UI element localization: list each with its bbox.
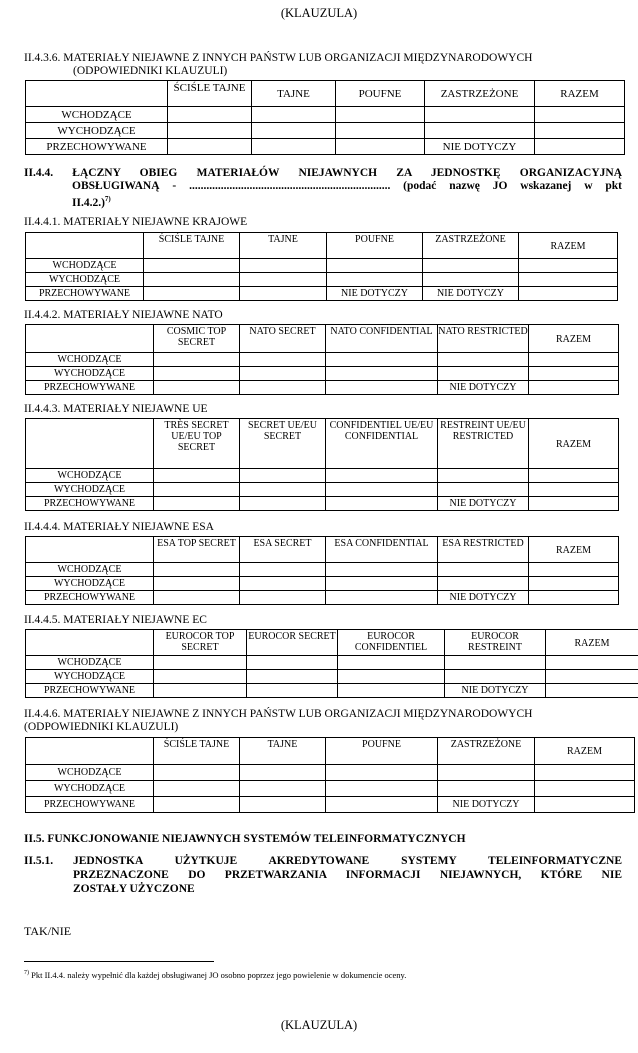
table-cell[interactable]: NIE DOTYCZY: [438, 797, 535, 813]
header-cell: RAZEM: [535, 738, 635, 765]
table-4: [25, 536, 619, 605]
table-cell[interactable]: [438, 469, 529, 483]
table-cell[interactable]: [546, 684, 638, 698]
header-cell: ESA RESTRICTED: [438, 537, 529, 563]
table-4-title: II.4.4.4. MATERIAŁY NIEJAWNE ESA: [24, 521, 214, 533]
table-cell[interactable]: [529, 353, 619, 367]
section-251-line3: ZOSTAŁY UŻYCZONE: [73, 883, 195, 895]
table-cell[interactable]: [168, 123, 252, 139]
header-cell: ŚCIŚLE TAJNE: [168, 81, 252, 107]
table-6: [25, 737, 635, 813]
table-cell[interactable]: [338, 684, 445, 698]
table-cell[interactable]: [154, 656, 247, 670]
table-cell[interactable]: [445, 670, 546, 684]
table-2: [25, 324, 619, 395]
section-2436-title: II.4.3.6. MATERIAŁY NIEJAWNE Z INNYCH PAŃSTW LUB ORGANIZACJI MIĘDZYNARODOWYCH: [24, 52, 533, 64]
header-cell: RAZEM: [519, 233, 618, 259]
table-cell[interactable]: [425, 123, 535, 139]
table-2-title: II.4.4.2. MATERIAŁY NIEJAWNE NATO: [24, 309, 223, 321]
table-row: [26, 684, 638, 698]
table-row: [26, 765, 635, 781]
header-cell: TAJNE: [240, 738, 326, 765]
header-corner: [26, 630, 154, 656]
row-label: PRZECHOWYWANE: [26, 684, 154, 698]
row-label: PRZECHOWYWANE: [26, 381, 154, 395]
header-cell: NATO RESTRICTED: [438, 325, 529, 353]
table-cell[interactable]: [154, 497, 240, 511]
table-cell[interactable]: [338, 656, 445, 670]
table-cell[interactable]: [240, 259, 327, 273]
table-cell[interactable]: [529, 591, 619, 605]
header-cell: ESA CONFIDENTIAL: [326, 537, 438, 563]
footnote-text: Pkt II.4.4. należy wypełnić dla każdej obsługiwanej JO osobno poprzez jego powielenie w dokumencie oceny.: [31, 970, 407, 980]
table-cell[interactable]: [326, 469, 438, 483]
table-6-title: II.4.4.6. MATERIAŁY NIEJAWNE Z INNYCH PAŃSTW LUB ORGANIZACJI MIĘDZYNARODOWYCH: [24, 708, 533, 720]
header-cell: ŚCIŚLE TAJNE: [144, 233, 240, 259]
table-row: [26, 259, 618, 273]
header-cell: RAZEM: [546, 630, 638, 656]
header-cell: EUROCOR SECRET: [247, 630, 338, 656]
table-cell[interactable]: [535, 797, 635, 813]
table-cell[interactable]: [326, 563, 438, 577]
table-cell[interactable]: NIE DOTYCZY: [438, 591, 529, 605]
table-cell[interactable]: [425, 107, 535, 123]
table-cell[interactable]: [529, 577, 619, 591]
table-cell[interactable]: [535, 781, 635, 797]
table-row: [26, 563, 619, 577]
row-label: PRZECHOWYWANE: [26, 591, 154, 605]
table-cell[interactable]: [252, 139, 336, 155]
header-cell: COSMIC TOP SECRET: [154, 325, 240, 353]
table-cell[interactable]: [535, 139, 625, 155]
row-label: WYCHODZĄCE: [26, 670, 154, 684]
table-cell[interactable]: [240, 273, 327, 287]
section-244-title: II.4.4. ŁĄCZNY OBIEG MATERIAŁÓW NIEJAWNYCH ZA JEDNOSTKĘ ORGANIZACYJNĄ: [24, 167, 622, 179]
row-label: PRZECHOWYWANE: [26, 287, 144, 301]
header-cell: TAJNE: [240, 233, 327, 259]
table-cell[interactable]: [336, 139, 425, 155]
header-cell: NATO SECRET: [240, 325, 326, 353]
table-cell[interactable]: [438, 563, 529, 577]
table-row: [26, 469, 619, 483]
table-cell[interactable]: NIE DOTYCZY: [445, 684, 546, 698]
header-cell: ZASTRZEŻONE: [423, 233, 519, 259]
header-cell: ŚCIŚLE TAJNE: [154, 738, 240, 765]
table-cell[interactable]: [529, 381, 619, 395]
table-row: [26, 797, 635, 813]
table-cell[interactable]: [154, 381, 240, 395]
table-cell[interactable]: [423, 273, 519, 287]
table-cell[interactable]: [154, 684, 247, 698]
table-cell[interactable]: [144, 259, 240, 273]
table-cell[interactable]: [529, 563, 619, 577]
table-cell[interactable]: NIE DOTYCZY: [438, 497, 529, 511]
header-cell: RAZEM: [529, 537, 619, 563]
table-cell[interactable]: NIE DOTYCZY: [423, 287, 519, 301]
table-row: [26, 123, 625, 139]
table-cell[interactable]: [529, 483, 619, 497]
table-cell[interactable]: [154, 563, 240, 577]
table-6-subtitle: (ODPOWIEDNIKI KLAUZULI): [24, 721, 179, 733]
table-row: [26, 353, 619, 367]
table-cell[interactable]: [327, 259, 423, 273]
table-cell[interactable]: [336, 123, 425, 139]
header-cell: RAZEM: [529, 325, 619, 353]
table-cell[interactable]: [154, 483, 240, 497]
table-cell[interactable]: [529, 497, 619, 511]
table-cell[interactable]: [519, 259, 618, 273]
row-label: WCHODZĄCE: [26, 107, 168, 123]
table-cell[interactable]: [240, 353, 326, 367]
table-row: [26, 670, 638, 684]
row-label: WYCHODZĄCE: [26, 367, 154, 381]
table-cell[interactable]: [326, 381, 438, 395]
table-cell[interactable]: [240, 577, 326, 591]
table-cell[interactable]: [144, 273, 240, 287]
table-cell[interactable]: [252, 107, 336, 123]
table-cell[interactable]: [240, 367, 326, 381]
header-cell: EUROCOR TOP SECRET: [154, 630, 247, 656]
table-row: [26, 483, 619, 497]
section-25-title: II.5. FUNKCJONOWANIE NIEJAWNYCH SYSTEMÓW TELEINFORMATYCZNYCH: [24, 833, 466, 845]
table-cell[interactable]: [240, 591, 326, 605]
table-cell[interactable]: [240, 381, 326, 395]
header-corner: [26, 233, 144, 259]
header-cell: CONFIDENTIEL UE/EU CONFIDENTIAL: [326, 419, 438, 469]
row-label: WCHODZĄCE: [26, 469, 154, 483]
row-label: WCHODZĄCE: [26, 563, 154, 577]
table-cell[interactable]: [535, 123, 625, 139]
table-cell[interactable]: [154, 670, 247, 684]
table-cell[interactable]: [154, 353, 240, 367]
table-cell[interactable]: [154, 765, 240, 781]
table-cell[interactable]: [252, 123, 336, 139]
row-label: PRZECHOWYWANE: [26, 139, 168, 155]
table-cell[interactable]: [438, 483, 529, 497]
table-cell[interactable]: [154, 781, 240, 797]
section-244-subtitle: OBSŁUGIWANĄ - ...................................................................... (podać nazwę JO wskazanej w pkt: [72, 180, 622, 192]
section-251-line1: JEDNOSTKA UŻYTKUJE AKREDYTOWANE SYSTEMY TELEINFORMATYCZNE: [73, 855, 622, 867]
table-cell[interactable]: NIE DOTYCZY: [438, 381, 529, 395]
table-cell[interactable]: [240, 497, 326, 511]
table-cell[interactable]: [326, 577, 438, 591]
header-cell: ZASTRZEŻONE: [438, 738, 535, 765]
table-cell[interactable]: [438, 577, 529, 591]
table-row: [26, 497, 619, 511]
table-1: [25, 232, 618, 301]
header-cell: TAJNE: [252, 81, 336, 107]
table-cell[interactable]: [326, 367, 438, 381]
table-cell[interactable]: [326, 353, 438, 367]
row-label: WCHODZĄCE: [26, 353, 154, 367]
table-cell[interactable]: [168, 107, 252, 123]
header-corner: [26, 81, 168, 107]
header-corner: [26, 738, 154, 765]
table-cell[interactable]: [519, 273, 618, 287]
table-cell[interactable]: [247, 656, 338, 670]
header-cell: ESA TOP SECRET: [154, 537, 240, 563]
footnote-reference: 7): [104, 195, 111, 203]
header-cell: POUFNE: [336, 81, 425, 107]
section-251-line2: PRZEZNACZONE DO PRZETWARZANIA INFORMACJI NIEJAWNYCH, KTÓRE NIE: [73, 869, 622, 881]
table-cell[interactable]: [338, 670, 445, 684]
table-row: [26, 656, 638, 670]
header-corner: [26, 537, 154, 563]
header-cell: RESTREINT UE/EU RESTRICTED: [438, 419, 529, 469]
row-label: PRZECHOWYWANE: [26, 497, 154, 511]
row-label: WYCHODZĄCE: [26, 123, 168, 139]
table-row: [26, 367, 619, 381]
table-cell[interactable]: NIE DOTYCZY: [425, 139, 535, 155]
table-row: [26, 577, 619, 591]
table-cell[interactable]: [326, 797, 438, 813]
table-cell[interactable]: [247, 684, 338, 698]
table-cell[interactable]: [154, 577, 240, 591]
table-row: [26, 139, 625, 155]
table-row: [26, 591, 619, 605]
table-cell[interactable]: [240, 563, 326, 577]
table-cell[interactable]: [247, 670, 338, 684]
footnote-separator: [24, 961, 214, 962]
header-cell: POUFNE: [327, 233, 423, 259]
table-cell[interactable]: [326, 591, 438, 605]
table-cell[interactable]: NIE DOTYCZY: [327, 287, 423, 301]
table-cell[interactable]: [240, 469, 326, 483]
table-cell[interactable]: [144, 287, 240, 301]
table-row: [26, 107, 625, 123]
table-cell[interactable]: [154, 591, 240, 605]
table-cell[interactable]: [423, 259, 519, 273]
row-label: WCHODZĄCE: [26, 259, 144, 273]
table-row: [26, 781, 635, 797]
table-cell[interactable]: [438, 367, 529, 381]
row-label: PRZECHOWYWANE: [26, 797, 154, 813]
header-cell: EUROCOR RESTREINT: [445, 630, 546, 656]
table-cell[interactable]: [240, 765, 326, 781]
header-cell: SECRET UE/EU SECRET: [240, 419, 326, 469]
row-label: WCHODZĄCE: [26, 656, 154, 670]
section-251-number: II.5.1.: [24, 855, 54, 867]
table-cell[interactable]: [240, 483, 326, 497]
table-cell[interactable]: [327, 273, 423, 287]
table-cell[interactable]: [535, 765, 635, 781]
header-cell: POUFNE: [326, 738, 438, 765]
table-cell[interactable]: [240, 781, 326, 797]
section-244-subtitle-end: II.4.2.)$^{7)}$: [72, 195, 111, 209]
table-cell[interactable]: [529, 469, 619, 483]
header-cell: TRÈS SECRET UE/EU TOP SECRET: [154, 419, 240, 469]
row-label: WCHODZĄCE: [26, 765, 154, 781]
table-cell[interactable]: [168, 139, 252, 155]
table-row: [26, 273, 618, 287]
bottom-classification-label: (KLAUZULA): [280, 1018, 358, 1032]
header-corner: [26, 325, 154, 353]
table-1-title: II.4.4.1. MATERIAŁY NIEJAWNE KRAJOWE: [24, 216, 248, 228]
table-cell[interactable]: [154, 367, 240, 381]
table-cell[interactable]: [438, 353, 529, 367]
table-cell[interactable]: [326, 497, 438, 511]
table-row: [26, 287, 618, 301]
table-cell[interactable]: [154, 469, 240, 483]
header-cell: ESA SECRET: [240, 537, 326, 563]
section-2436-subtitle: (ODPOWIEDNIKI KLAUZULI): [73, 65, 228, 77]
table-cell[interactable]: [546, 670, 638, 684]
header-corner: [26, 419, 154, 469]
header-cell: RAZEM: [535, 81, 625, 107]
table-cell[interactable]: [240, 287, 327, 301]
answer-tak-nie[interactable]: TAK/NIE: [24, 924, 72, 938]
table-cell[interactable]: [240, 797, 326, 813]
table-cell[interactable]: [336, 107, 425, 123]
table-3-title: II.4.4.3. MATERIAŁY NIEJAWNE UE: [24, 403, 208, 415]
table-cell[interactable]: [326, 765, 438, 781]
table-5: [25, 629, 638, 698]
table-cell[interactable]: [438, 765, 535, 781]
table-cell[interactable]: [529, 367, 619, 381]
table-cell[interactable]: [154, 797, 240, 813]
row-label: WYCHODZĄCE: [26, 273, 144, 287]
row-label: WYCHODZĄCE: [26, 781, 154, 797]
table-cell[interactable]: [535, 107, 625, 123]
table-row: [26, 381, 619, 395]
footnote: [24, 970, 406, 980]
top-classification-label: (KLAUZULA): [280, 6, 358, 20]
row-label: WYCHODZĄCE: [26, 483, 154, 497]
table-cell[interactable]: [546, 656, 638, 670]
table-cell[interactable]: [519, 287, 618, 301]
table-cell[interactable]: [326, 483, 438, 497]
row-label: WYCHODZĄCE: [26, 577, 154, 591]
table-cell[interactable]: [445, 656, 546, 670]
header-cell: EUROCOR CONFIDENTIEL: [338, 630, 445, 656]
table-5-title: II.4.4.5. MATERIAŁY NIEJAWNE EC: [24, 614, 207, 626]
table-2436: [25, 80, 625, 155]
header-cell: ZASTRZEŻONE: [425, 81, 535, 107]
header-cell: RAZEM: [529, 419, 619, 469]
table-cell[interactable]: [438, 781, 535, 797]
footnote-mark: 7): [24, 970, 29, 977]
header-cell: NATO CONFIDENTIAL: [326, 325, 438, 353]
table-cell[interactable]: [326, 781, 438, 797]
table-3: [25, 418, 619, 511]
